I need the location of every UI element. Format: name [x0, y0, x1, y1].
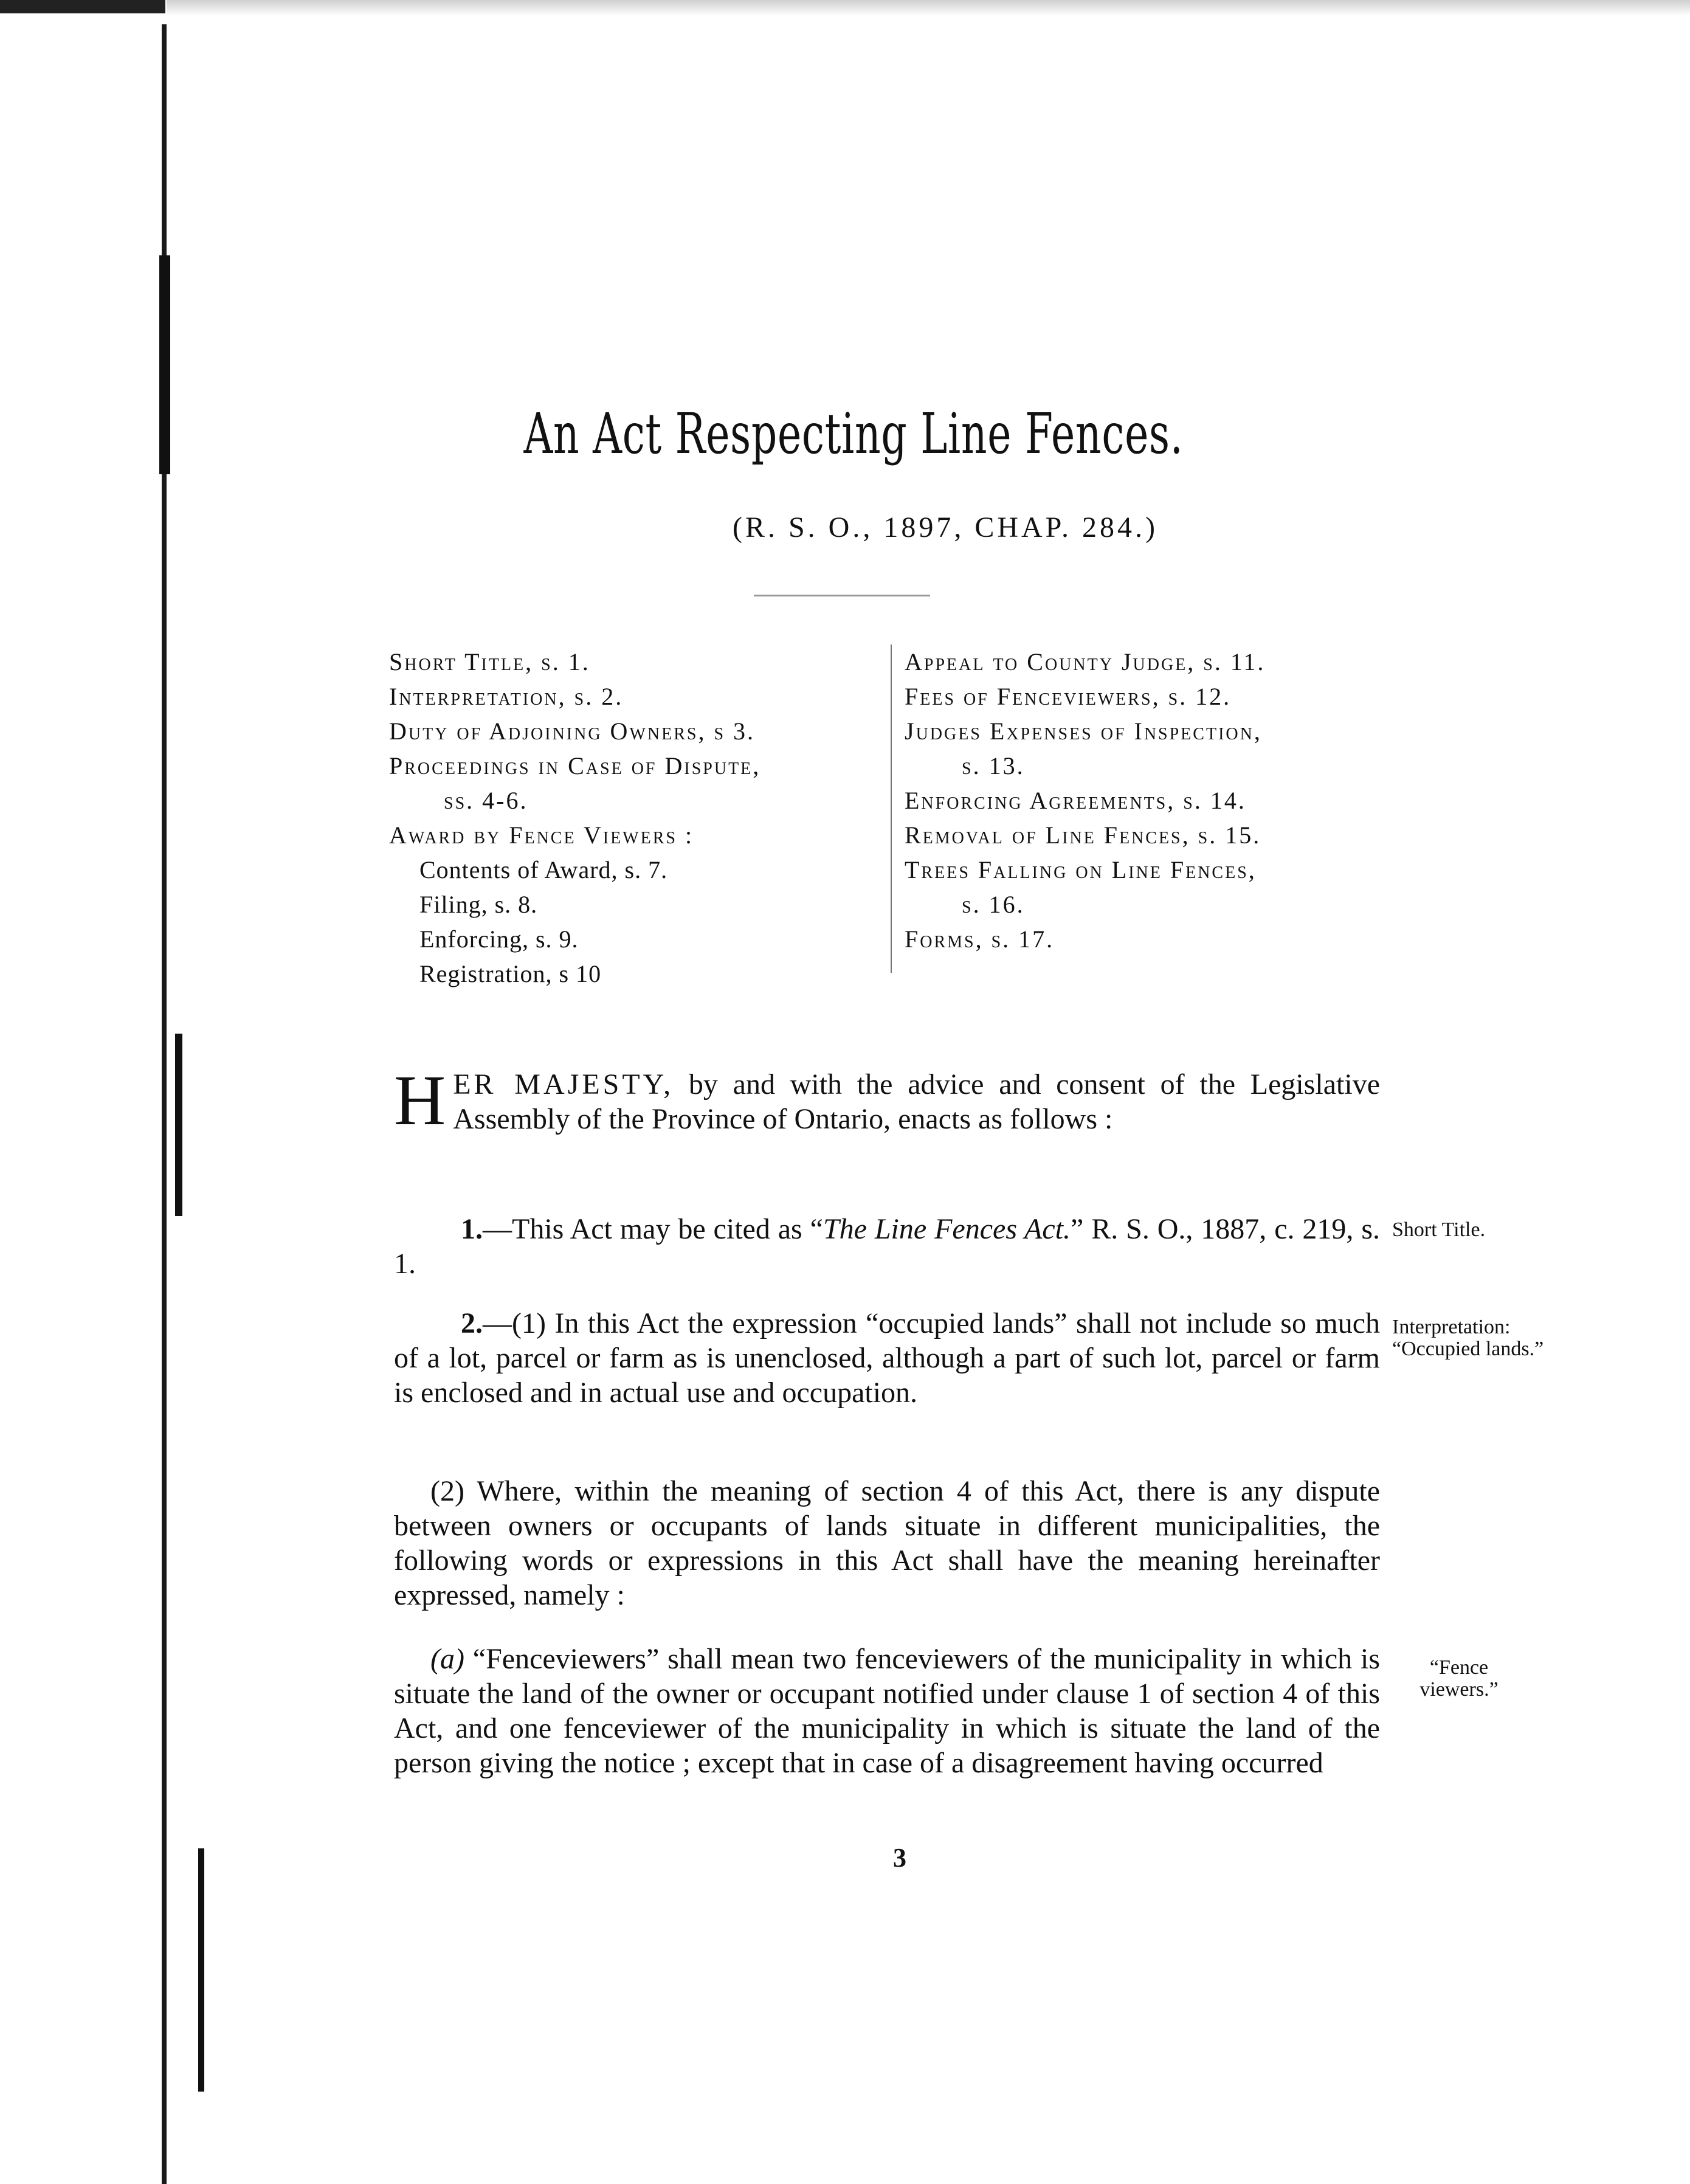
- preamble-text: by and with the advice and consent of the Legislative Assembly of the Province of Ontario, enacts as follows :: [453, 1068, 1381, 1135]
- section-number: 2.: [461, 1307, 483, 1339]
- section-text: (2) Where, within the meaning of section 4 of this Act, there is any dispute between owners or occupants of lands situate in different municipalities, the following words or expressions in this Act shall have the meaning hereinafter expressed, namely :: [394, 1475, 1380, 1611]
- section-2-subsection-2: [394, 1474, 1380, 1612]
- toc-entry: Appeal to County Judge, s. 11.: [905, 648, 1266, 676]
- toc-entry: Contents of Award, s. 7.: [419, 856, 668, 883]
- binding-mark: [198, 1848, 204, 2092]
- toc-entry: Forms, s. 17.: [905, 925, 1055, 953]
- section-1: [394, 1212, 1380, 1281]
- toc-entry: Short Title, s. 1.: [389, 648, 590, 676]
- statute-citation: (R. S. O., 1897, CHAP. 284.): [732, 511, 1159, 544]
- section-text: ” R. S. O., 1887, c. 219, s. 1.: [394, 1213, 1380, 1280]
- toc-entry: s. 13.: [962, 752, 1025, 779]
- toc-entry: Registration, s 10: [419, 960, 602, 987]
- margin-note-interpretation: Interpretation: “Occupied lands.”: [1392, 1316, 1544, 1360]
- binding-mark: [159, 255, 170, 474]
- page-top-shadow: [167, 0, 1690, 16]
- toc-entry: Filing, s. 8.: [419, 891, 538, 918]
- section-2-clause-a: [394, 1642, 1380, 1780]
- margin-note-short-title: Short Title.: [1392, 1218, 1486, 1241]
- title-rule: [754, 595, 930, 596]
- toc-divider: [891, 644, 892, 973]
- document-title: An Act Respecting Line Fences.: [523, 401, 1184, 466]
- toc-entry: Fees of Fenceviewers, s. 12.: [905, 683, 1232, 710]
- preamble-lead: ER MAJESTY,: [453, 1068, 674, 1101]
- toc-entry: Trees Falling on Line Fences,: [905, 856, 1257, 883]
- preamble: [394, 1060, 1381, 1140]
- binding-top-edge: [0, 0, 165, 13]
- section-2: [394, 1306, 1380, 1410]
- toc-entry: Interpretation, s. 2.: [389, 683, 624, 710]
- toc-entry: Award by Fence Viewers :: [389, 821, 694, 849]
- drop-cap: H: [394, 1060, 446, 1140]
- section-text: —(1) In this Act the expression “occupied lands” shall not include so much of a lot, parcel or farm as is unenclosed, although a part of such lot, parcel or farm is enclosed and in actual use and occupation.: [394, 1307, 1380, 1409]
- margin-note-fence-viewers: “Fence viewers.”: [1419, 1656, 1499, 1701]
- toc-entry: Enforcing, s. 9.: [419, 925, 579, 953]
- toc-right-column: [905, 644, 1403, 956]
- toc-entry: Proceedings in Case of Dispute,: [389, 752, 761, 779]
- clause-label: (a): [430, 1643, 464, 1675]
- toc-entry: s. 16.: [962, 891, 1025, 918]
- toc-entry: ss. 4-6.: [444, 787, 528, 814]
- section-text: “Fenceviewers” shall mean two fenceviewers of the municipality in which is situate the land of the owner or occupant notified under clause 1 of section 4 of this Act, and one fenceviewer of the municipality in which is situate the land of the person giving the notice ; except that in case of a disagreement having occurred: [394, 1643, 1380, 1779]
- act-short-title: The Line Fences Act.: [823, 1213, 1071, 1245]
- section-number: 1.: [461, 1213, 483, 1245]
- binding-mark: [175, 1034, 182, 1216]
- section-text: —This Act may be cited as “: [483, 1213, 823, 1245]
- toc-left-column: [389, 644, 875, 991]
- toc-entry: Removal of Line Fences, s. 15.: [905, 821, 1261, 849]
- page-number: 3: [893, 1843, 906, 1873]
- toc-entry: Enforcing Agreements, s. 14.: [905, 787, 1246, 814]
- toc-entry: Judges Expenses of Inspection,: [905, 717, 1262, 745]
- toc-entry: Duty of Adjoining Owners, s 3.: [389, 717, 756, 745]
